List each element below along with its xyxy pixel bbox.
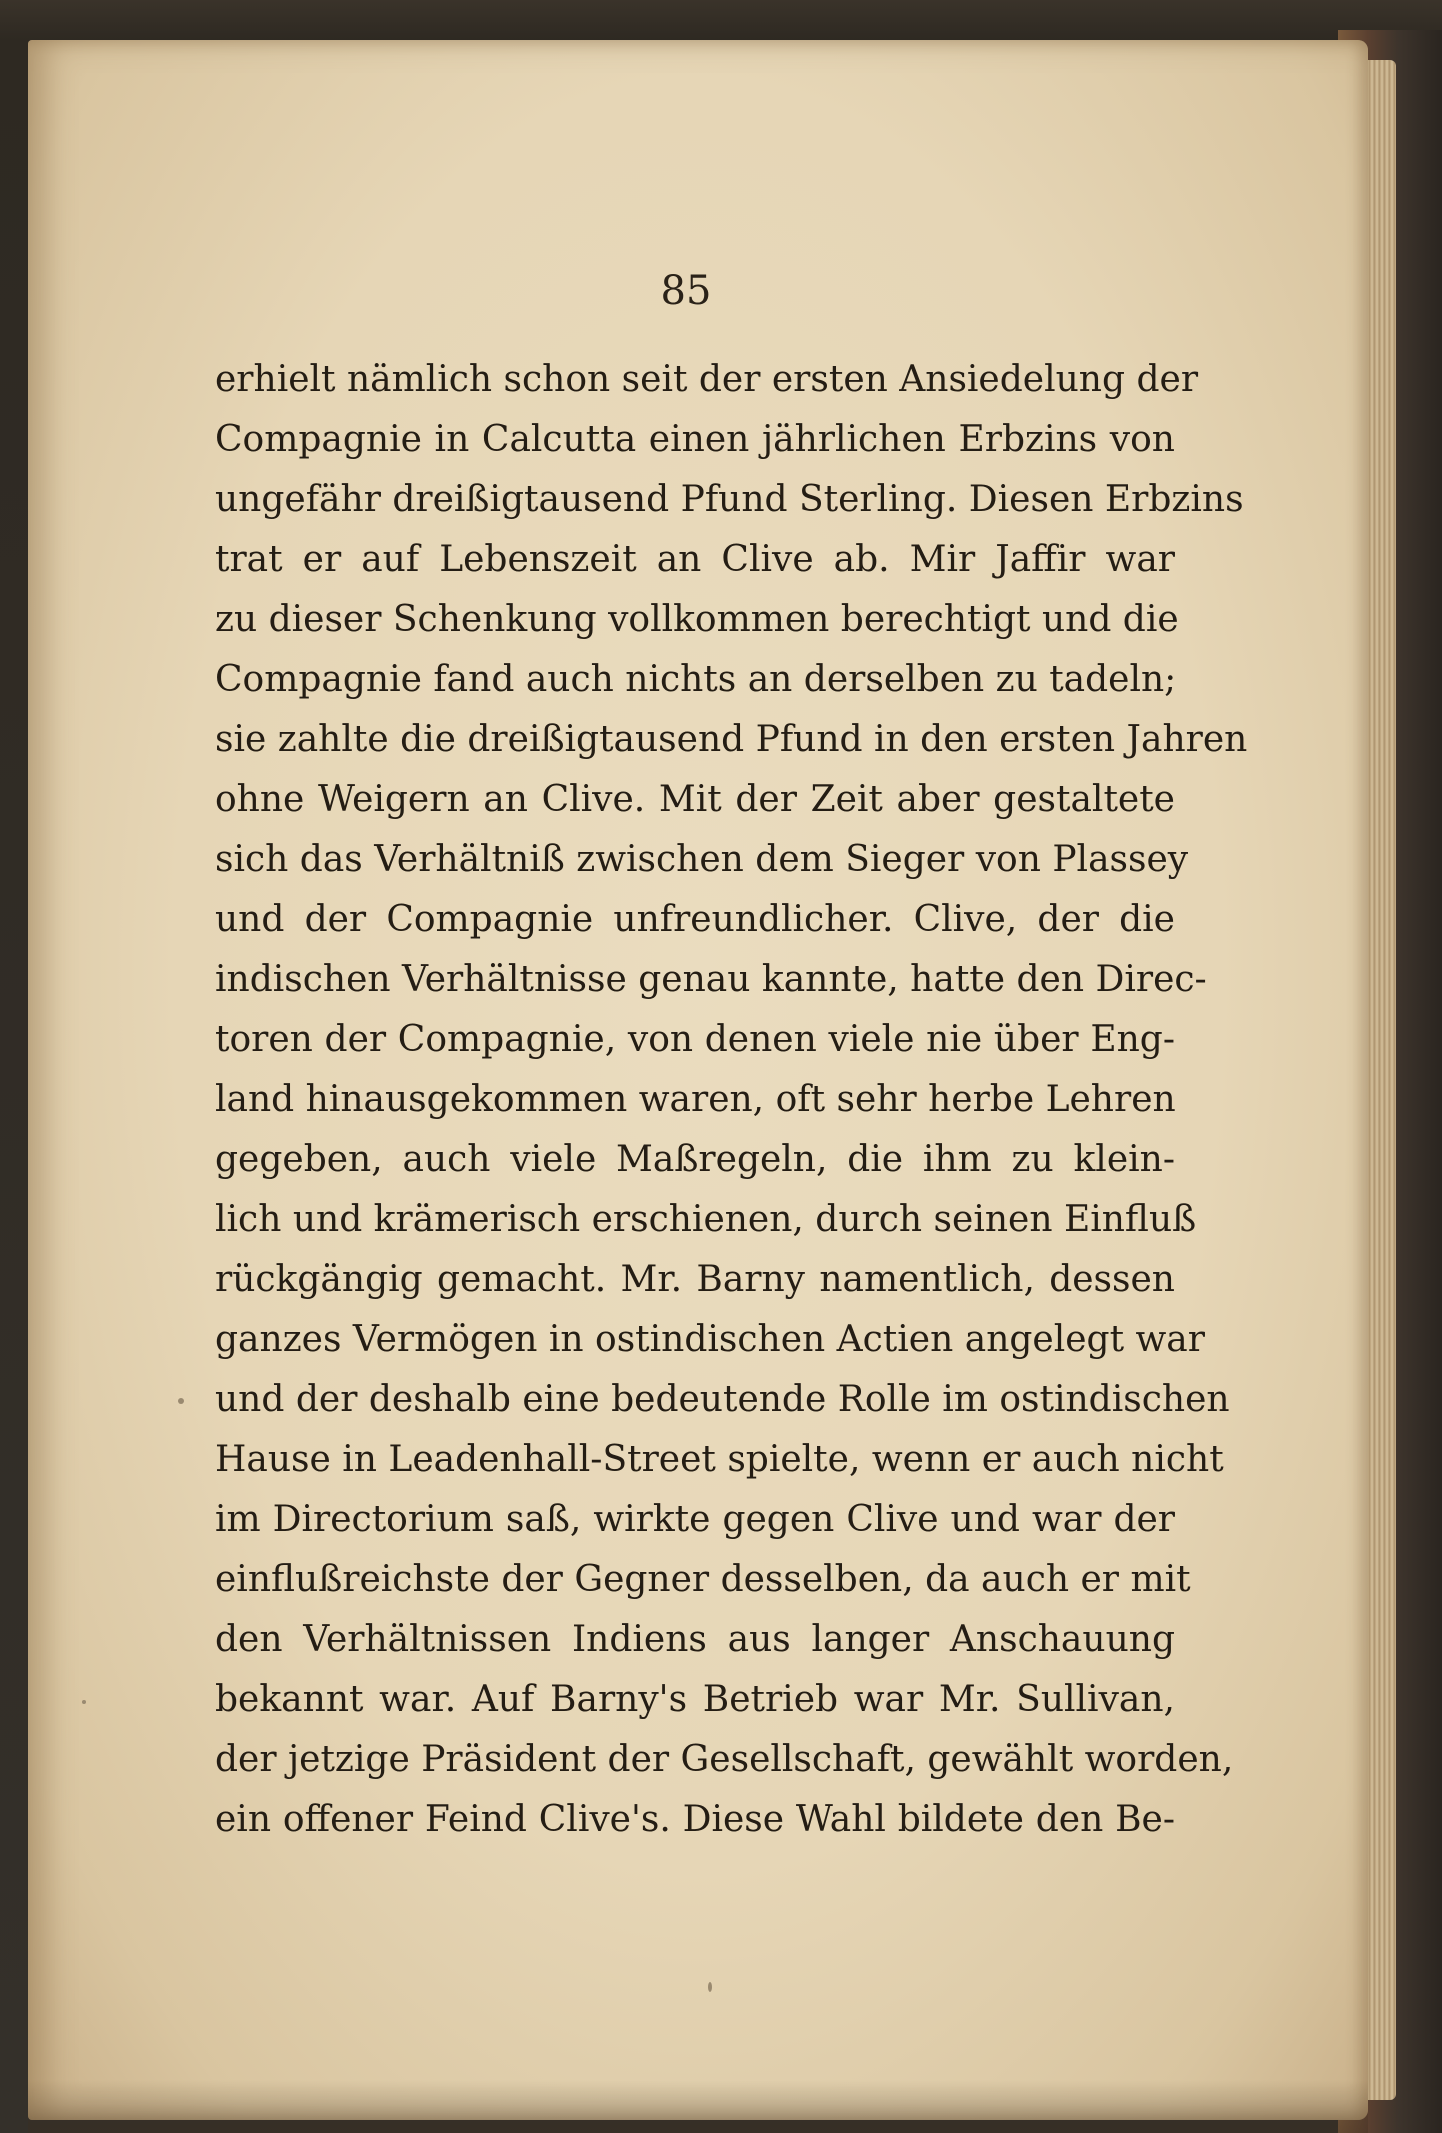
text-line: gegeben, auch viele Maßregeln, die ihm zu klein- [215,1139,1175,1180]
text-line: erhielt nämlich schon seit der ersten Ansiedelung der [215,359,1199,400]
text-line: einflußreichste der Gegner desselben, da auch er mit [215,1559,1191,1600]
text-line: sie zahlte die dreißigtausend Pfund in den ersten Jahren [215,719,1248,760]
text-line: den Verhältnissen Indiens aus langer Anschauung [215,1619,1175,1660]
text-line: Hause in Leadenhall-Street spielte, wenn er auch nicht [215,1439,1224,1480]
text-line: Compagnie fand auch nichts an derselben zu tadeln; [215,659,1177,700]
paper-speck [82,1700,86,1704]
text-line: und der deshalb eine bedeutende Rolle im ostindischen [215,1379,1230,1420]
text-line: Compagnie in Calcutta einen jährlichen Erbzins von [215,419,1175,460]
text-line: der jetzige Präsident der Gesellschaft, gewählt worden, [215,1739,1234,1780]
text-line: ein offener Feind Clive's. Diese Wahl bildete den Be- [215,1799,1175,1840]
paper-speck [708,1982,712,1992]
text-line: lich und krämerisch erschienen, durch seinen Einfluß [215,1199,1197,1240]
text-line: trat er auf Lebenszeit an Clive ab. Mir Jaffir war [215,539,1175,580]
text-line: und der Compagnie unfreundlicher. Clive, der die [215,899,1175,940]
text-line: im Directorium saß, wirkte gegen Clive und war der [215,1499,1175,1540]
text-line: ganzes Vermögen in ostindischen Actien angelegt war [215,1319,1205,1360]
page-bottom-shadow [28,2080,1368,2133]
text-line: zu dieser Schenkung vollkommen berechtigt und die [215,599,1179,640]
page-number: 85 [660,268,712,314]
paper-speck [178,1398,184,1404]
text-line: sich das Verhältniß zwischen dem Sieger von Plassey [215,839,1189,880]
text-line: ohne Weigern an Clive. Mit der Zeit aber gestaltete [215,779,1175,820]
text-line: indischen Verhältnisse genau kannte, hatte den Direc- [215,959,1207,1000]
text-line: toren der Compagnie, von denen viele nie über Eng- [215,1019,1175,1060]
text-line: bekannt war. Auf Barny's Betrieb war Mr. Sullivan, [215,1679,1175,1720]
text-line: rückgängig gemacht. Mr. Barny namentlich, dessen [215,1259,1175,1300]
text-line: land hinausgekommen waren, oft sehr herbe Lehren [215,1079,1176,1120]
text-line: ungefähr dreißigtausend Pfund Sterling. Diesen Erbzins [215,479,1244,520]
body-text [215,350,1248,1850]
